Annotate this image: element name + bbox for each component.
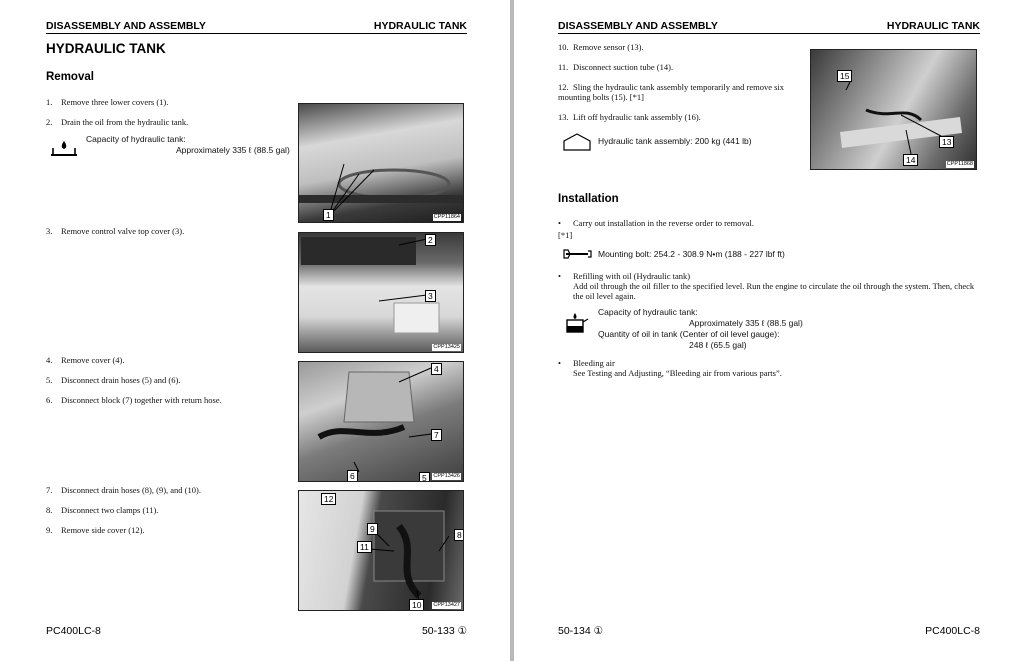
header-chapter: DISASSEMBLY AND ASSEMBLY	[46, 20, 206, 32]
photo-lower-covers	[298, 103, 464, 223]
refill-instructions: Add oil through the oil filler to the specified level. Run the engine to circulate the oil through the system. Then, check the oil level again.	[573, 281, 975, 301]
step-text: Disconnect two clamps (11).	[61, 505, 159, 515]
step-8	[46, 505, 158, 515]
step-number: 3.	[46, 226, 53, 236]
weight-note: Hydraulic tank assembly: 200 kg (441 lb)	[598, 136, 752, 146]
oil-can-icon	[564, 312, 590, 334]
callout-5: 5	[419, 472, 430, 482]
quantity-value: 248 ℓ (65.5 gal)	[689, 340, 747, 350]
callout-9: 9	[367, 523, 378, 535]
callout-14: 14	[903, 154, 918, 166]
step-6	[46, 395, 222, 405]
step-13	[558, 112, 701, 122]
section-removal: Removal	[46, 71, 94, 83]
photo-code: CPP13425	[433, 344, 460, 350]
step-number: 6.	[46, 395, 53, 405]
step-2	[46, 117, 188, 127]
step-4	[46, 355, 125, 365]
page-title: HYDRAULIC TANK	[46, 41, 166, 56]
callout-2: 2	[425, 234, 436, 246]
footer-page-number: 50-134 ①	[558, 625, 604, 637]
reference-mark: [*1]	[558, 230, 573, 240]
bullet-title: Refilling with oil (Hydraulic tank)	[573, 271, 691, 281]
capacity-label: Capacity of hydraulic tank:	[598, 307, 698, 317]
callout-10: 10	[409, 599, 424, 611]
callout-15: 15	[837, 70, 852, 82]
step-5	[46, 375, 180, 385]
step-1	[46, 97, 168, 107]
step-text: Remove three lower covers (1).	[61, 97, 169, 107]
step-number: 7.	[46, 485, 53, 495]
step-number: 2.	[46, 117, 53, 127]
page-header	[46, 20, 467, 34]
bullet-icon: •	[558, 218, 561, 228]
step-number: 5.	[46, 375, 53, 385]
page-header	[558, 20, 980, 34]
photo-side-cover	[298, 490, 464, 611]
capacity-value: Approximately 335 ℓ (88.5 gal)	[176, 145, 290, 155]
step-text: Disconnect drain hoses (8), (9), and (10).	[61, 485, 201, 495]
quantity-label: Quantity of oil in tank (Center of oil level gauge):	[598, 329, 780, 339]
step-12	[558, 82, 798, 102]
header-chapter: DISASSEMBLY AND ASSEMBLY	[558, 20, 718, 32]
step-number: 4.	[46, 355, 53, 365]
step-3	[46, 226, 184, 236]
step-text: Disconnect drain hoses (5) and (6).	[61, 375, 181, 385]
callout-4: 4	[431, 363, 442, 375]
bullet-bleeding-air	[558, 358, 615, 368]
photo-code: CPP11868	[946, 161, 973, 167]
callout-6: 6	[347, 470, 358, 482]
right-page	[514, 0, 1024, 661]
photo-code: CPP11864	[433, 214, 460, 220]
step-number: 11.	[558, 62, 569, 72]
photo-drain-hoses	[298, 361, 464, 482]
step-text: Remove control valve top cover (3).	[61, 226, 185, 236]
step-11	[558, 62, 673, 72]
left-page	[0, 0, 510, 661]
step-number: 8.	[46, 505, 53, 515]
header-topic: HYDRAULIC TANK	[886, 20, 980, 32]
section-installation: Installation	[558, 193, 619, 205]
photo-hydraulic-tank-assembly	[810, 49, 977, 170]
step-text: Disconnect block (7) together with return hose.	[61, 395, 222, 405]
callout-12: 12	[321, 493, 336, 505]
footer-model: PC400LC-8	[925, 625, 980, 637]
step-number: 13.	[558, 112, 569, 122]
capacity-label: Capacity of hydraulic tank:	[86, 134, 186, 144]
step-number: 10.	[558, 42, 569, 52]
bullet-title: Bleeding air	[573, 358, 615, 368]
photo-code: CPP13427	[433, 602, 460, 608]
step-text: Remove sensor (13).	[573, 42, 644, 52]
callout-13: 13	[939, 136, 954, 148]
step-text: Disconnect suction tube (14).	[573, 62, 674, 72]
torque-note: Mounting bolt: 254.2 - 308.9 N•m (188 - 227 lbf ft)	[598, 249, 785, 259]
callout-8: 8	[454, 529, 464, 541]
step-number: 12.	[558, 82, 569, 92]
weight-icon	[562, 132, 592, 152]
callout-11: 11	[357, 541, 372, 553]
wrench-icon	[562, 247, 592, 261]
step-10	[558, 42, 644, 52]
photo-code: CPP13426	[433, 473, 460, 479]
photo-control-valve-cover	[298, 232, 464, 353]
step-number: 1.	[46, 97, 53, 107]
oil-capacity-icon	[50, 139, 78, 159]
footer-model: PC400LC-8	[46, 625, 101, 637]
step-text: Remove cover (4).	[61, 355, 125, 365]
step-text: Sling the hydraulic tank assembly temporarily and remove six mounting bolts (15). [*1]	[558, 82, 785, 102]
bullet-icon: •	[558, 271, 561, 281]
step-number: 9.	[46, 525, 53, 535]
bullet-refill	[558, 271, 690, 281]
bullet-reverse-order	[558, 218, 754, 228]
step-9	[46, 525, 145, 535]
bullet-icon: •	[558, 358, 561, 368]
footer-page-number: 50-133 ①	[421, 625, 467, 637]
callout-1: 1	[323, 209, 334, 221]
bullet-text: Carry out installation in the reverse order to removal.	[573, 218, 755, 228]
step-text: Remove side cover (12).	[61, 525, 145, 535]
header-topic: HYDRAULIC TANK	[373, 20, 467, 32]
callout-7: 7	[431, 429, 442, 441]
step-text: Drain the oil from the hydraulic tank.	[61, 117, 189, 127]
bleeding-air-reference: See Testing and Adjusting, “Bleeding air from various parts”.	[573, 368, 782, 378]
capacity-value: Approximately 335 ℓ (88.5 gal)	[689, 318, 803, 328]
step-text: Lift off hydraulic tank assembly (16).	[573, 112, 701, 122]
step-7	[46, 485, 201, 495]
callout-3: 3	[425, 290, 436, 302]
